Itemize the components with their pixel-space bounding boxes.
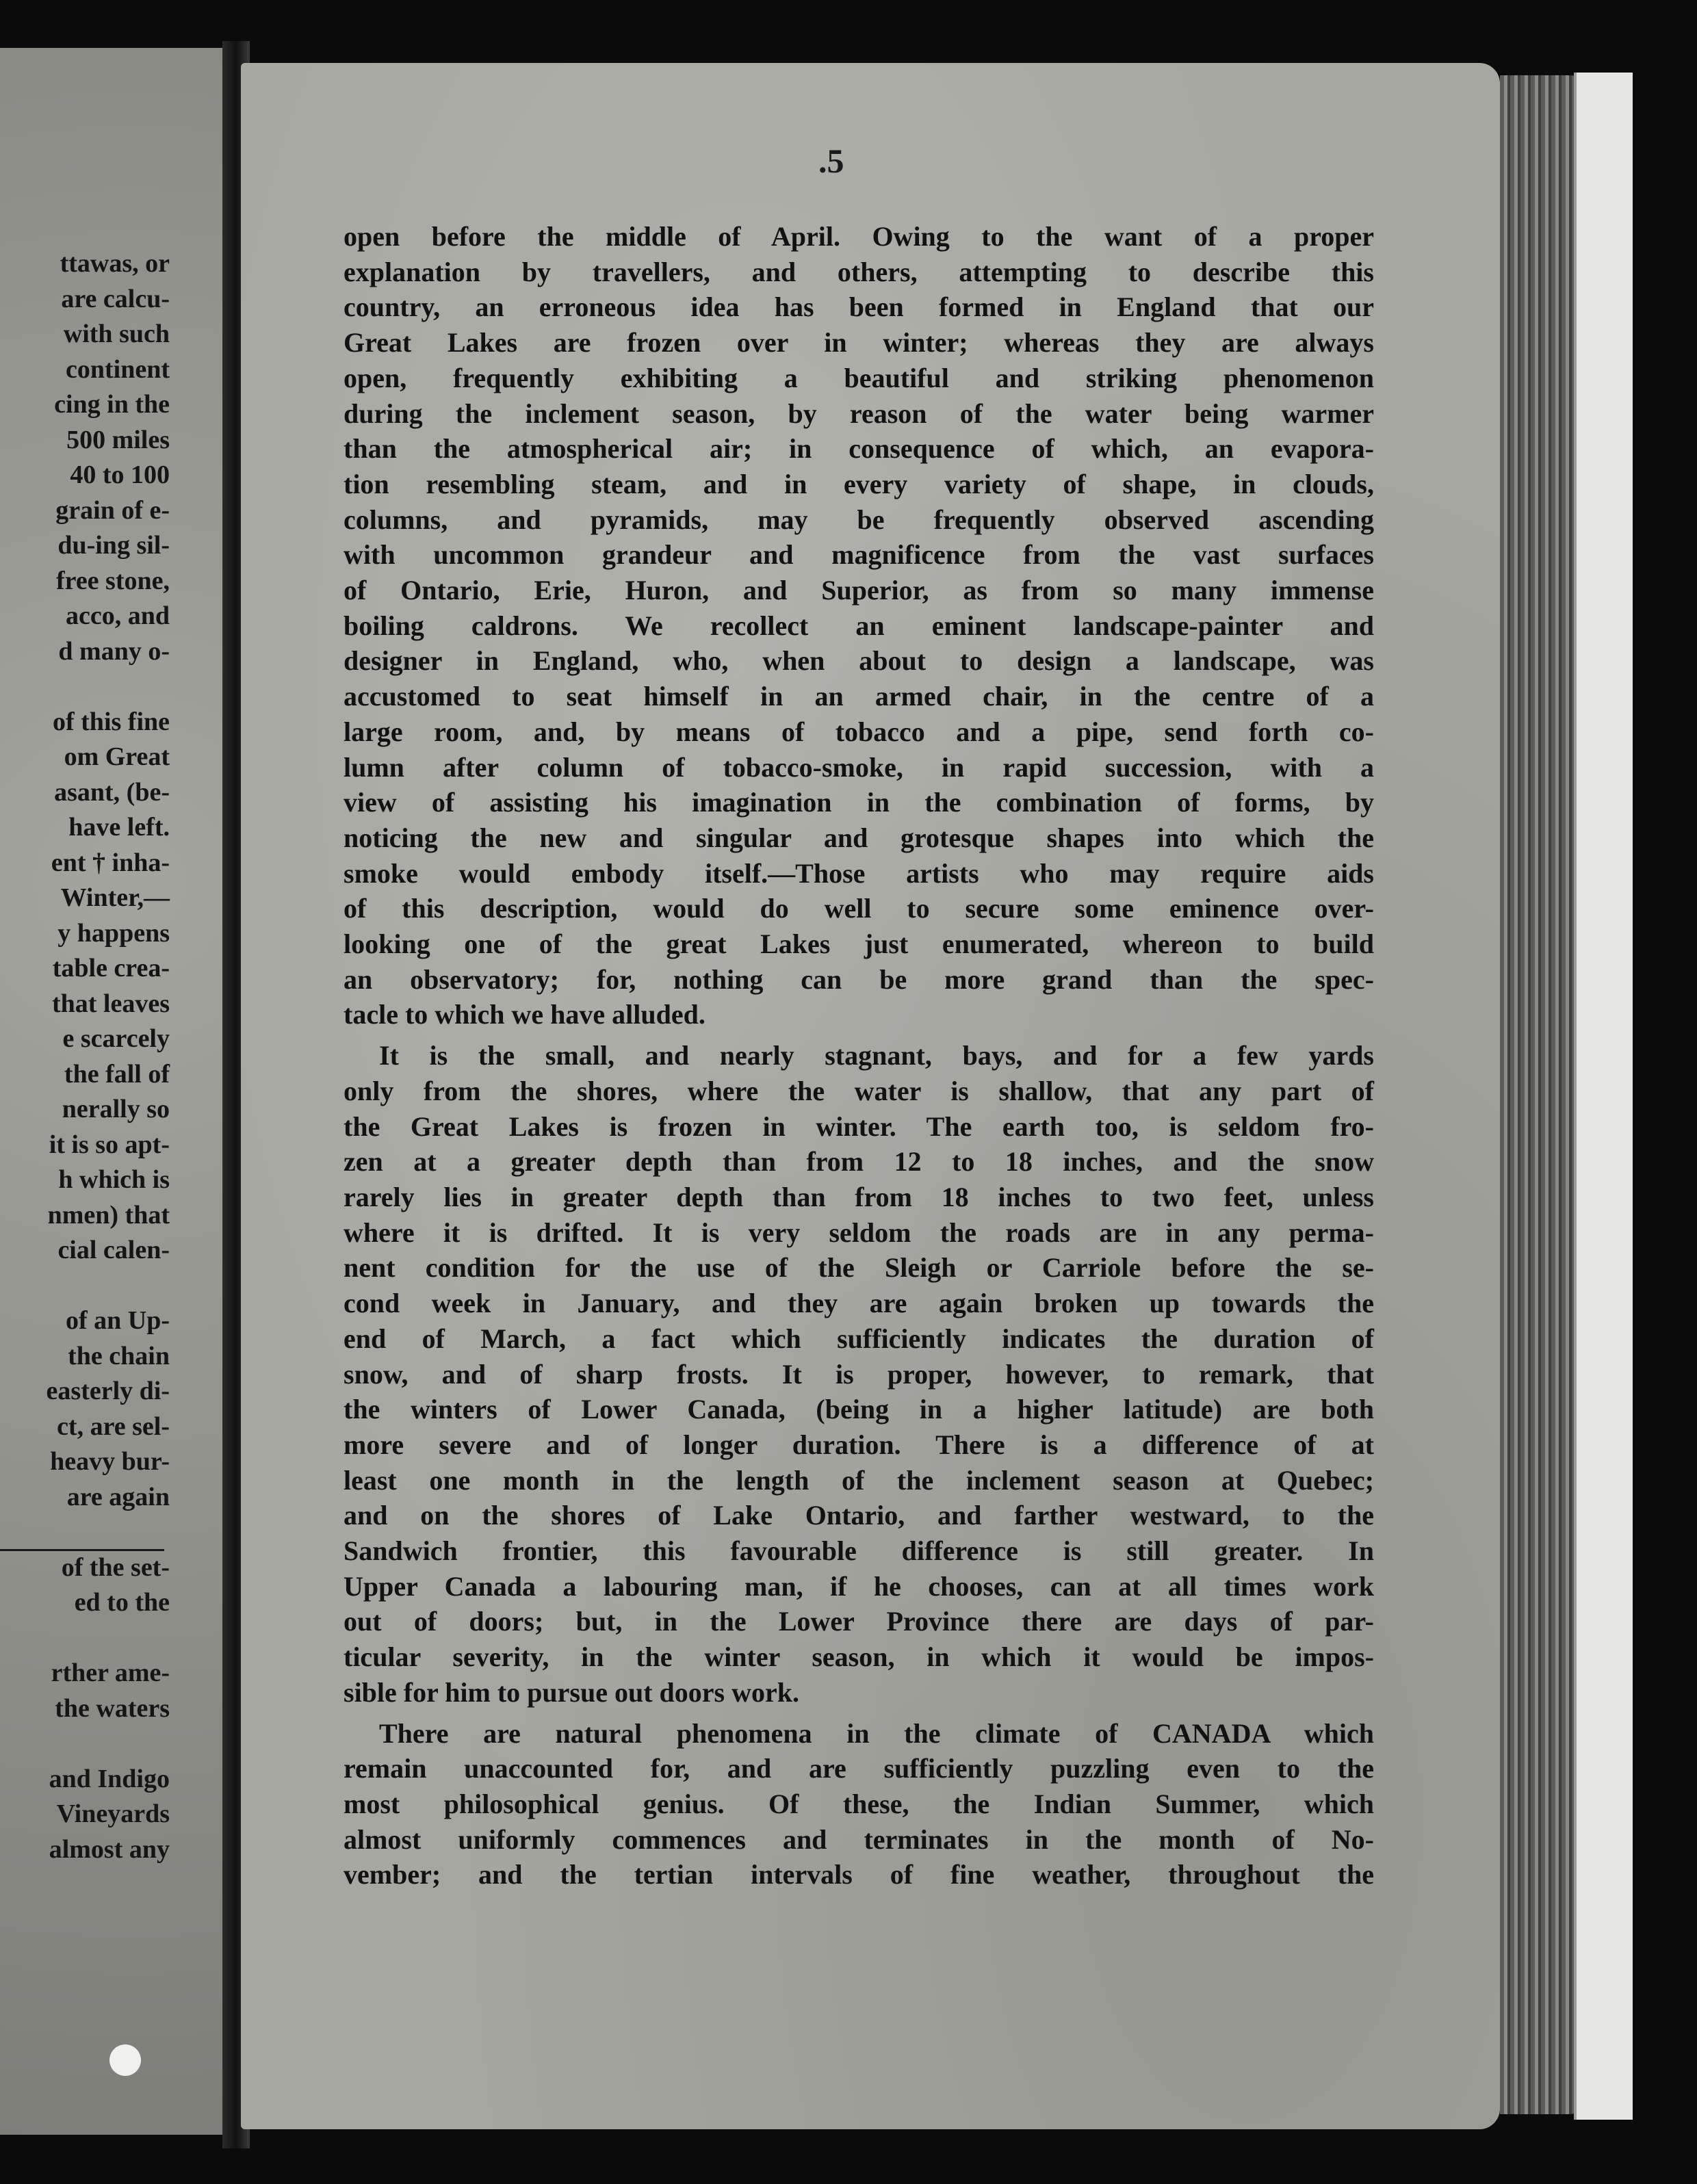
paragraph-line: end of March, a fact which sufficiently indicates the duration of xyxy=(344,1323,1374,1354)
left-page-line: 40 to 100 xyxy=(70,460,170,489)
left-page-line: asant, (be- xyxy=(54,777,170,807)
paragraph-line: most philosophical genius. Of these, the Indian Summer, which xyxy=(344,1788,1374,1819)
paragraph-line: where it is drifted. It is very seldom the roads are in any perma- xyxy=(344,1217,1374,1248)
book-edge xyxy=(1574,73,1633,2120)
left-page-line: d many o- xyxy=(58,636,170,666)
page-edges xyxy=(1500,75,1583,2114)
paragraph-line: lumn after column of tobacco-smoke, in rapid succession, with a xyxy=(344,751,1374,783)
left-page-line: of the set- xyxy=(61,1552,170,1582)
left-page-line: Vineyards xyxy=(56,1799,170,1828)
left-page-line: 500 miles xyxy=(66,425,170,454)
paragraph-line: boiling caldrons. We recollect an eminent landscape-painter and xyxy=(344,610,1374,641)
paragraph-line: than the atmospherical air; in consequence of which, an evapora- xyxy=(344,433,1374,465)
paragraph-line: designer in England, who, when about to design a landscape, was xyxy=(344,645,1374,677)
left-page-line: of an Up- xyxy=(65,1306,170,1335)
left-page-rule xyxy=(0,1549,164,1551)
left-page-line: with such xyxy=(63,320,170,348)
left-page-line: continent xyxy=(66,354,170,384)
left-page-line: of this fine xyxy=(53,707,170,736)
paragraph-line: vember; and the tertian intervals of fine weather, throughout the xyxy=(344,1859,1374,1890)
left-page-line: y happens xyxy=(57,918,170,948)
paragraph-line: Sandwich frontier, this favourable difference is still greater. In xyxy=(344,1535,1374,1567)
paragraph-line: of this description, would do well to secure some eminence over- xyxy=(344,893,1374,924)
paragraph-line: rarely lies in greater depth than from 18 inches to two feet, unless xyxy=(344,1181,1374,1212)
paragraph-line: explanation by travellers, and others, attempting to describe this xyxy=(344,256,1374,287)
paragraph-line: of Ontario, Erie, Huron, and Superior, as from so many immense xyxy=(344,575,1374,606)
paragraph-line: Great Lakes are frozen over in winter; whereas they are always xyxy=(344,327,1374,359)
left-page-line xyxy=(0,1621,170,1656)
left-page-line: easterly di- xyxy=(46,1377,170,1405)
left-page-line: ent † inha- xyxy=(51,848,170,877)
paragraph-line: more severe and of longer duration. There is a difference of at xyxy=(344,1429,1374,1460)
paragraph-line: ticular severity, in the winter season, in which it would be impos- xyxy=(344,1641,1374,1673)
paragraph-line: It is the small, and nearly stagnant, bays, and for a few yards xyxy=(379,1040,1374,1071)
paragraph-line: almost uniformly commences and terminates in the month of No- xyxy=(344,1823,1374,1855)
paragraph-line: country, an erroneous idea has been formed in England that our xyxy=(344,291,1374,323)
left-page-line xyxy=(0,1269,170,1304)
paragraph-line: and on the shores of Lake Ontario, and farther westward, to the xyxy=(344,1500,1374,1531)
paragraph-line: looking one of the great Lakes just enumerated, whereon to build xyxy=(344,928,1374,960)
left-page-line: ttawas, or xyxy=(60,249,170,278)
paragraph-line: sible for him to pursue out doors work. xyxy=(344,1676,799,1708)
paragraph-line: out of doors; but, in the Lower Province there are days of par- xyxy=(344,1606,1374,1637)
paragraph-line: There are natural phenomena in the climate of CANADA which xyxy=(379,1717,1374,1749)
left-page-line: h which is xyxy=(58,1165,170,1194)
left-page-line: nerally so xyxy=(62,1095,170,1123)
left-page-line: that leaves xyxy=(51,989,170,1018)
left-page-line: the waters xyxy=(55,1693,170,1723)
left-page-line: ct, are sel- xyxy=(57,1412,170,1441)
paragraph-line: snow, and of sharp frosts. It is proper, however, to remark, that xyxy=(344,1358,1374,1390)
paragraph-line: during the inclement season, by reason of the water being warmer xyxy=(344,398,1374,429)
paragraph-line: noticing the new and singular and grotesque shapes into which the xyxy=(344,822,1374,853)
page-number: .5 xyxy=(818,142,844,180)
left-page-line: cial calen- xyxy=(57,1236,170,1264)
paragraph-line: least one month in the length of the inclement season at Quebec; xyxy=(344,1464,1374,1496)
left-page-text-column xyxy=(0,246,170,1867)
left-page-line: table crea- xyxy=(52,954,170,983)
left-page-line: grain of e- xyxy=(55,495,170,525)
paragraph-line: nent condition for the use of the Sleigh or Carriole before the se- xyxy=(344,1252,1374,1284)
left-page-line: cing in the xyxy=(54,390,170,419)
left-page-line: free stone, xyxy=(55,566,170,595)
paragraph-line: open before the middle of April. Owing to the want of a proper xyxy=(344,221,1374,252)
left-page-line: du-ing sil- xyxy=(57,531,170,560)
paragraph-line: the Great Lakes is frozen in winter. The earth too, is seldom fro- xyxy=(344,1110,1374,1142)
paragraph-line: only from the shores, where the water is shallow, that any part of xyxy=(344,1075,1374,1106)
left-page-line: Winter,— xyxy=(60,883,170,912)
left-page-line xyxy=(0,1726,170,1762)
paragraph-line: zen at a greater depth than from 12 to 18 inches, and the snow xyxy=(344,1146,1374,1178)
paragraph-line: cond week in January, and they are again broken up towards the xyxy=(344,1288,1374,1319)
left-page-line: the chain xyxy=(68,1341,170,1370)
left-page-line: almost any xyxy=(49,1834,170,1864)
paragraph-line: an observatory; for, nothing can be more grand than the spec- xyxy=(344,963,1374,995)
left-page-line: rther ame- xyxy=(51,1659,170,1687)
paragraph-line: columns, and pyramids, may be frequently observed ascending xyxy=(344,504,1374,535)
left-page-line: heavy bur- xyxy=(50,1447,170,1476)
paragraph-line: remain unaccounted for, and are sufficiently puzzling even to the xyxy=(344,1753,1374,1784)
paragraph-line: smoke would embody itself.—Those artists who may require aids xyxy=(344,857,1374,889)
left-page-line: are again xyxy=(66,1482,170,1511)
left-page-line: ed to the xyxy=(74,1588,170,1617)
paragraph-line: view of assisting his imagination in the combination of forms, by xyxy=(344,787,1374,818)
paragraph-line: tion resembling steam, and in every variety of shape, in clouds, xyxy=(344,468,1374,499)
paragraph-line: the winters of Lower Canada, (being in a higher latitude) are both xyxy=(344,1394,1374,1425)
left-page-line: acco, and xyxy=(66,601,170,630)
paragraph-line: accustomed to seat himself in an armed chair, in the centre of a xyxy=(344,681,1374,712)
left-page xyxy=(0,48,222,2135)
left-page-line: om Great xyxy=(64,742,170,771)
left-page-line xyxy=(0,669,170,705)
paragraph-line: open, frequently exhibiting a beautiful and striking phenomenon xyxy=(344,362,1374,393)
main-text-block xyxy=(344,219,1374,1893)
punch-hole xyxy=(109,2044,141,2076)
left-page-line: the fall of xyxy=(64,1059,170,1089)
left-page-line: nmen) that xyxy=(47,1200,170,1230)
left-page-line: and Indigo xyxy=(49,1764,170,1793)
paragraph-line: large room, and, by means of tobacco and a pipe, send forth co- xyxy=(344,716,1374,747)
left-page-line xyxy=(0,1515,170,1550)
left-page-line: it is so apt- xyxy=(49,1130,170,1159)
paragraph-line: Upper Canada a labouring man, if he chooses, can at all times work xyxy=(344,1570,1374,1602)
paragraph-line: tacle to which we have alluded. xyxy=(344,999,705,1030)
left-page-line: e scarcely xyxy=(62,1024,170,1053)
left-page-line: are calcu- xyxy=(61,284,170,313)
left-page-line: have left. xyxy=(68,813,170,842)
paragraph-line: with uncommon grandeur and magnificence from the vast surfaces xyxy=(344,539,1374,571)
